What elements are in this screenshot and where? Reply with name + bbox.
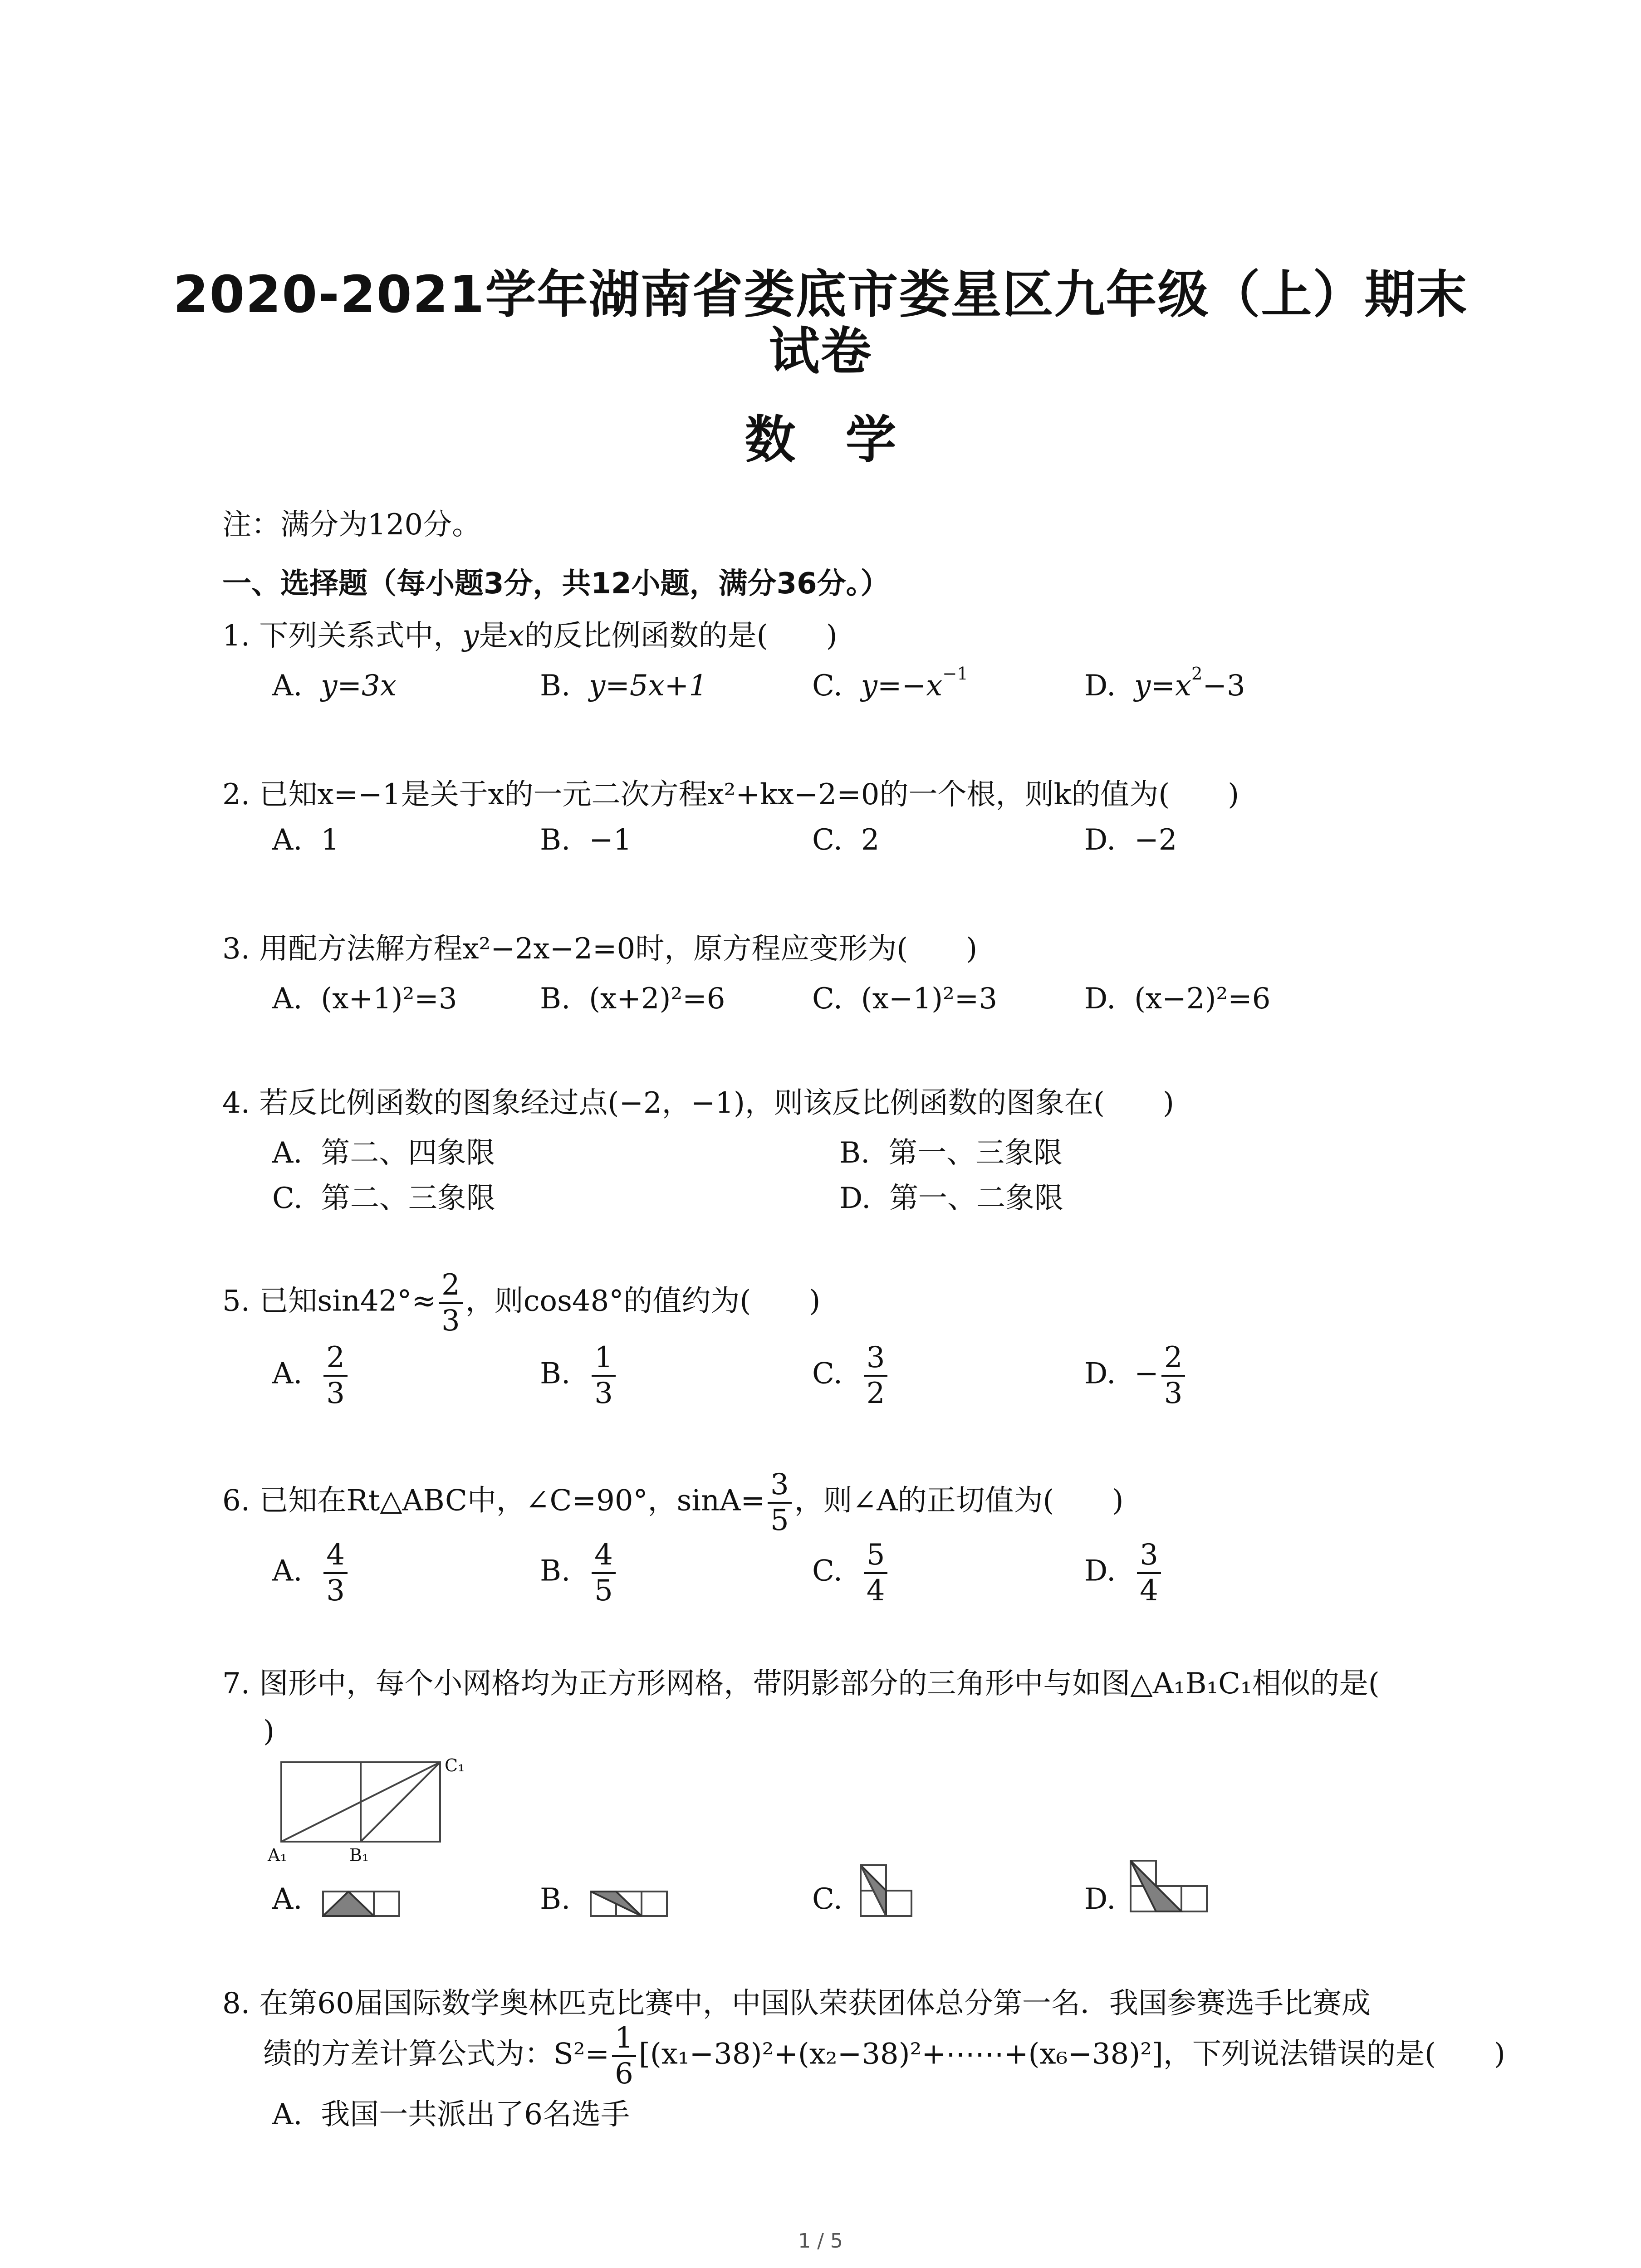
- q3-option-b[interactable]: B. (x+2)²=6: [540, 982, 725, 1016]
- q5-option-a[interactable]: A. $\frac{2}{3}$: [272, 1343, 350, 1409]
- question-4-stem: 4. 若反比例函数的图象经过点(−2，−1)，则该反比例函数的图象在( ): [222, 1086, 1174, 1120]
- q7-option-d-figure[interactable]: [1130, 1860, 1209, 1923]
- q6-option-d[interactable]: D. $\frac{3}{4}$: [1084, 1540, 1164, 1606]
- q4-option-a[interactable]: A. 第二、四象限: [272, 1136, 495, 1170]
- q1-option-a[interactable]: A. y=3x: [272, 669, 397, 703]
- page-number: 1 / 5: [798, 2229, 843, 2253]
- question-8-stem: 8. 在第60届国际数学奥林匹克比赛中，中国队荣获团体总分第一名．我国参赛选手比赛成: [222, 1987, 1371, 2020]
- question-5-stem: 5. 已知sin42°≈ $\frac{2}{3}$ ，则cos48°的值约为( ): [222, 1268, 821, 1338]
- q4-option-c[interactable]: C. 第二、三象限: [272, 1182, 495, 1215]
- subject-heading: 数学: [745, 411, 946, 469]
- q2-option-a[interactable]: A. 1: [272, 823, 339, 857]
- q4-option-b[interactable]: B. 第一、三象限: [839, 1136, 1063, 1170]
- q3-option-a[interactable]: A. (x+1)²=3: [272, 982, 457, 1016]
- section-heading: 一、选择题（每小题3分，共12小题，满分36分。）: [222, 567, 890, 601]
- q6-option-c[interactable]: C. $\frac{5}{4}$: [812, 1540, 890, 1606]
- q6-stem-fraction: $\frac{3}{5}$: [768, 1470, 792, 1536]
- q5-option-c[interactable]: C. $\frac{3}{2}$: [812, 1343, 890, 1409]
- q4-option-d[interactable]: D. 第一、二象限: [839, 1182, 1064, 1215]
- question-7-stem: 7. 图形中，每个小网格均为正方形网格，带阴影部分的三角形中与如图△A₁B₁C₁相似的是(: [222, 1667, 1380, 1701]
- q7-option-a-shaded-triangle: [323, 1892, 374, 1916]
- q8-option-a[interactable]: A. 我国一共派出了6名选手: [272, 2098, 630, 2131]
- q6-option-b[interactable]: B. $\frac{4}{5}$: [540, 1540, 618, 1606]
- q7-option-a-label[interactable]: A.: [272, 1882, 303, 1916]
- q7-reference-figure: [263, 1753, 472, 1864]
- q5-option-d[interactable]: D. − $\frac{2}{3}$: [1084, 1343, 1188, 1409]
- exam-title-line1: 2020-2021学年湖南省娄底市娄星区九年级（上）期末: [173, 265, 1468, 324]
- question-2-stem: 2. 已知x=−1是关于x的一元二次方程x²+kx−2=0的一个根，则k的值为( ): [222, 778, 1239, 811]
- question-1-stem: 1. 下列关系式中，y是x的反比例函数的是( ): [222, 619, 838, 653]
- q2-option-d[interactable]: D. −2: [1084, 823, 1177, 857]
- q7-option-b-label[interactable]: B.: [540, 1882, 571, 1916]
- q8-stem-fraction: $\frac{1}{6}$: [612, 2023, 636, 2089]
- q3-option-c[interactable]: C. (x−1)²=3: [812, 982, 998, 1016]
- q7-option-c-figure[interactable]: [860, 1864, 919, 1923]
- q1-option-c[interactable]: C. $y=-x^{-1}$: [812, 664, 968, 703]
- q2-option-c[interactable]: C. 2: [812, 823, 880, 857]
- question-7-stem-cont: ): [263, 1715, 274, 1748]
- q1-option-b[interactable]: B. y=5x+1: [540, 669, 707, 703]
- q5-stem-fraction: $\frac{2}{3}$: [439, 1270, 463, 1336]
- q7-label-a1: A₁: [268, 1845, 287, 1864]
- score-note: 注：满分为120分。: [222, 508, 481, 542]
- q7-label-c1: C₁: [445, 1755, 465, 1775]
- q2-option-b[interactable]: B. −1: [540, 823, 632, 857]
- q7-option-c-label[interactable]: C.: [812, 1882, 843, 1916]
- q6-option-a[interactable]: A. $\frac{4}{3}$: [272, 1540, 350, 1606]
- q7-label-b1: B₁: [349, 1845, 369, 1864]
- question-3-stem: 3. 用配方法解方程x²−2x−2=0时，原方程应变形为( ): [222, 932, 978, 966]
- q7-option-d-label[interactable]: D.: [1084, 1882, 1116, 1916]
- question-6-stem: 6. 已知在Rt△ABC中，∠C=90°，sinA= $\frac{3}{5}$ ，则∠A的正切值为( ): [222, 1468, 1124, 1538]
- q1-option-d[interactable]: D. $y=x^2-3$: [1084, 664, 1245, 703]
- question-8-stem-cont: 绩的方差计算公式为：S²= $\frac{1}{6}$ [(x₁−38)²+(x₂−38)²+⋯⋯+(x₆−38)²]，下列说法错误的是( ): [263, 2021, 1505, 2091]
- q3-option-d[interactable]: D. (x−2)²=6: [1084, 982, 1271, 1016]
- exam-title-line2: 试卷: [769, 322, 872, 381]
- q7-option-b-figure[interactable]: [590, 1891, 671, 1918]
- q7-line-b1c1: [361, 1762, 440, 1842]
- q7-option-a-figure[interactable]: [322, 1891, 404, 1918]
- q5-option-b[interactable]: B. $\frac{1}{3}$: [540, 1343, 618, 1409]
